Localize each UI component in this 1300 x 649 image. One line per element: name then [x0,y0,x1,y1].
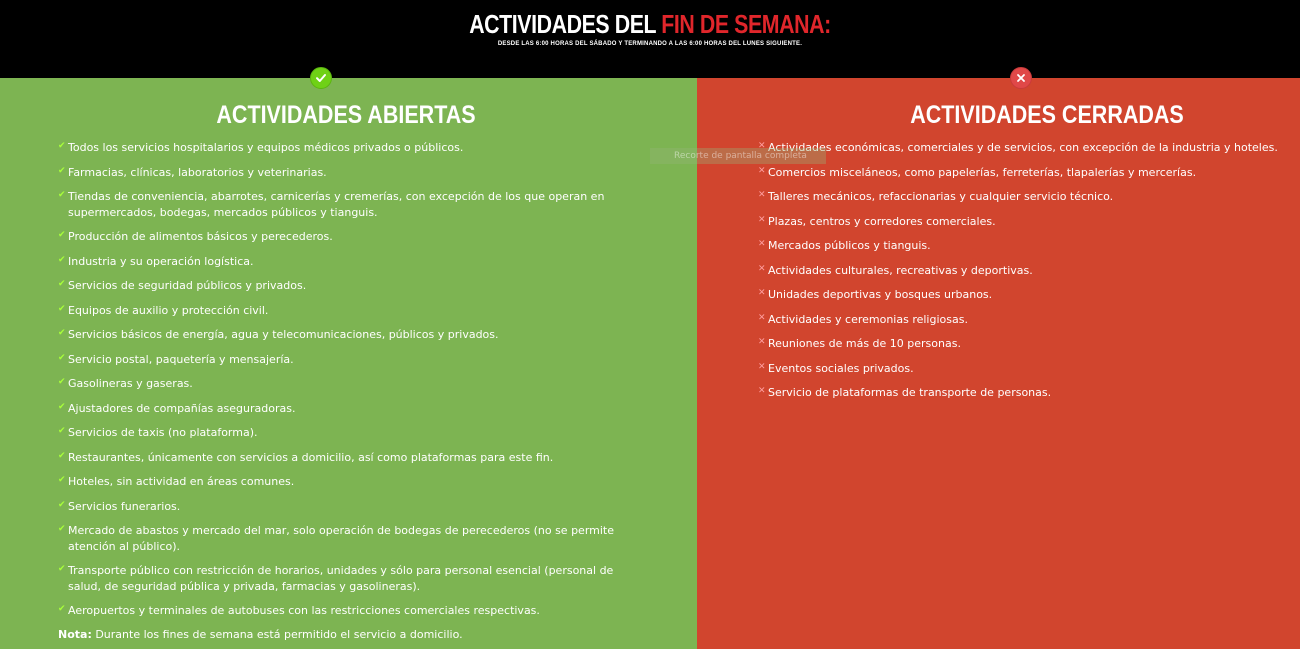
list-item-text: Todos los servicios hospitalarios y equipos médicos privados o públicos. [68,141,464,154]
list-item [758,214,1278,230]
list-item-text: Gasolineras y gaseras. [68,377,193,390]
cross-bullet-icon: ✕ [758,190,766,200]
list-item-text: Plazas, centros y corredores comerciales. [768,214,996,228]
check-bullet-icon: ✔ [58,499,66,510]
list-item-text: Actividades económicas, comerciales y de servicios, con excepción de la industria y hoteles. [768,141,1278,154]
check-bullet-icon: ✔ [58,279,66,289]
cross-bullet-icon: ✕ [758,337,766,347]
list-item-text: Mercado de abastos y mercado del mar, solo operación de bodegas de perecederos (no se permite atención al público). [68,524,615,553]
list-item-text: Servicio de plataformas de transporte de personas. [768,386,1052,399]
list-item-text: Actividades y ceremonias religiosas. [768,312,968,326]
cross-bullet-icon: ✕ [758,214,766,225]
check-bullet-icon: ✔ [58,401,66,412]
title-prefix: ACTIVIDADES DEL [469,9,662,39]
list-item-text: Hoteles, sin actividad en áreas comunes. [68,475,295,488]
cross-bullet-icon: ✕ [758,288,766,298]
list-item-text: Unidades deportivas y bosques urbanos. [768,288,993,301]
list-item-text: Reuniones de más de 10 personas. [768,337,961,350]
cross-bullet-icon: ✕ [758,312,766,323]
list-item [758,336,1278,352]
list-item [758,140,1278,156]
list-item [58,563,648,594]
list-item-text: Restaurantes, únicamente con servicios a domicilio, así como plataformas para este fin. [68,450,554,464]
check-bullet-icon: ✔ [58,475,66,485]
list-item-text: Servicios de seguridad públicos y privados. [68,279,307,292]
list-item [58,450,648,466]
list-item [758,287,1278,303]
note-label: Nota: [58,628,92,641]
note [58,627,463,642]
page-subtitle: DESDE LAS 6:00 HORAS DEL SÁBADO Y TERMINANDO A LAS 6:00 HORAS DEL LUNES SIGUIENTE. [497,41,803,47]
check-bullet-icon: ✔ [58,564,66,574]
title-accent: FIN DE SEMANA: [661,9,831,39]
list-item [58,189,648,220]
list-item [58,376,648,392]
list-item-text: Aeropuertos y terminales de autobuses con las restricciones comerciales respectivas. [68,604,540,617]
list-item-text: Farmacias, clínicas, laboratorios y veterinarias. [68,165,327,179]
page-title [117,9,1183,39]
list-item-text: Talleres mecánicos, refaccionarias y cualquier servicio técnico. [768,190,1114,203]
note-text: Durante los fines de semana está permitido el servicio a domicilio. [91,628,463,641]
check-icon [310,67,332,89]
list-item [58,140,648,156]
list-item [758,238,1278,254]
list-item [58,254,648,270]
list-item-text: Industria y su operación logística. [68,254,254,268]
list-item [58,425,648,441]
check-bullet-icon: ✔ [58,141,66,151]
list-item [758,385,1278,401]
list-item [58,352,648,368]
cross-bullet-icon: ✕ [758,165,766,176]
closed-activities-title: ACTIVIDADES CERRADAS [910,101,1184,129]
close-icon [1010,67,1032,89]
page-header [0,0,1300,78]
list-item-text: Ajustadores de compañías aseguradoras. [68,401,296,415]
list-item-text: Servicios funerarios. [68,499,181,513]
check-bullet-icon: ✔ [58,450,66,461]
open-activities-list [58,140,648,628]
list-item [58,401,648,417]
cross-bullet-icon: ✕ [758,386,766,396]
check-bullet-icon: ✔ [58,254,66,265]
check-bullet-icon: ✔ [58,426,66,436]
list-item [58,474,648,490]
list-item [58,327,648,343]
list-item [58,278,648,294]
check-bullet-icon: ✔ [58,352,66,363]
list-item [58,165,648,181]
list-item-text: Producción de alimentos básicos y perecederos. [68,230,333,243]
list-item [58,229,648,245]
list-item [58,499,648,515]
list-item [758,165,1278,181]
list-item-text: Servicio postal, paquetería y mensajería. [68,352,294,366]
cross-bullet-icon: ✕ [758,141,766,151]
check-bullet-icon: ✔ [58,303,66,314]
list-item-text: Eventos sociales privados. [768,361,914,375]
list-item-text: Mercados públicos y tianguis. [768,239,931,252]
cross-bullet-icon: ✕ [758,361,766,372]
list-item-text: Transporte público con restricción de horarios, unidades y sólo para personal esencial (personal de salud, de seguridad pública y privada, farmacias y gasolineras). [68,564,614,593]
cross-bullet-icon: ✕ [758,239,766,249]
closed-activities-list [758,140,1278,410]
cross-bullet-icon: ✕ [758,263,766,274]
check-bullet-icon: ✔ [58,165,66,176]
list-item-text: Tiendas de conveniencia, abarrotes, carnicerías y cremerías, con excepción de los que operan en supermercados, bodegas, mercados públicos y tianguis. [68,190,605,219]
list-item [758,263,1278,279]
list-item-text: Comercios misceláneos, como papelerías, ferreterías, tlapalerías y mercerías. [768,165,1197,179]
check-bullet-icon: ✔ [58,328,66,338]
check-bullet-icon: ✔ [58,524,66,534]
list-item [758,312,1278,328]
list-item-text: Servicios básicos de energía, agua y telecomunicaciones, públicos y privados. [68,328,499,341]
screen-capture-overlay[interactable]: Recorte de pantalla completa [650,148,826,164]
list-item-text: Equipos de auxilio y protección civil. [68,303,269,317]
check-bullet-icon: ✔ [58,230,66,240]
open-activities-title: ACTIVIDADES ABIERTAS [216,101,476,129]
check-bullet-icon: ✔ [58,604,66,614]
list-item-text: Actividades culturales, recreativas y deportivas. [768,263,1033,277]
list-item [758,361,1278,377]
list-item-text: Servicios de taxis (no plataforma). [68,426,258,439]
list-item [758,189,1278,205]
list-item [58,523,648,554]
list-item [58,303,648,319]
check-bullet-icon: ✔ [58,190,66,200]
open-activities-panel [0,78,697,649]
list-item [58,603,648,619]
check-bullet-icon: ✔ [58,377,66,387]
